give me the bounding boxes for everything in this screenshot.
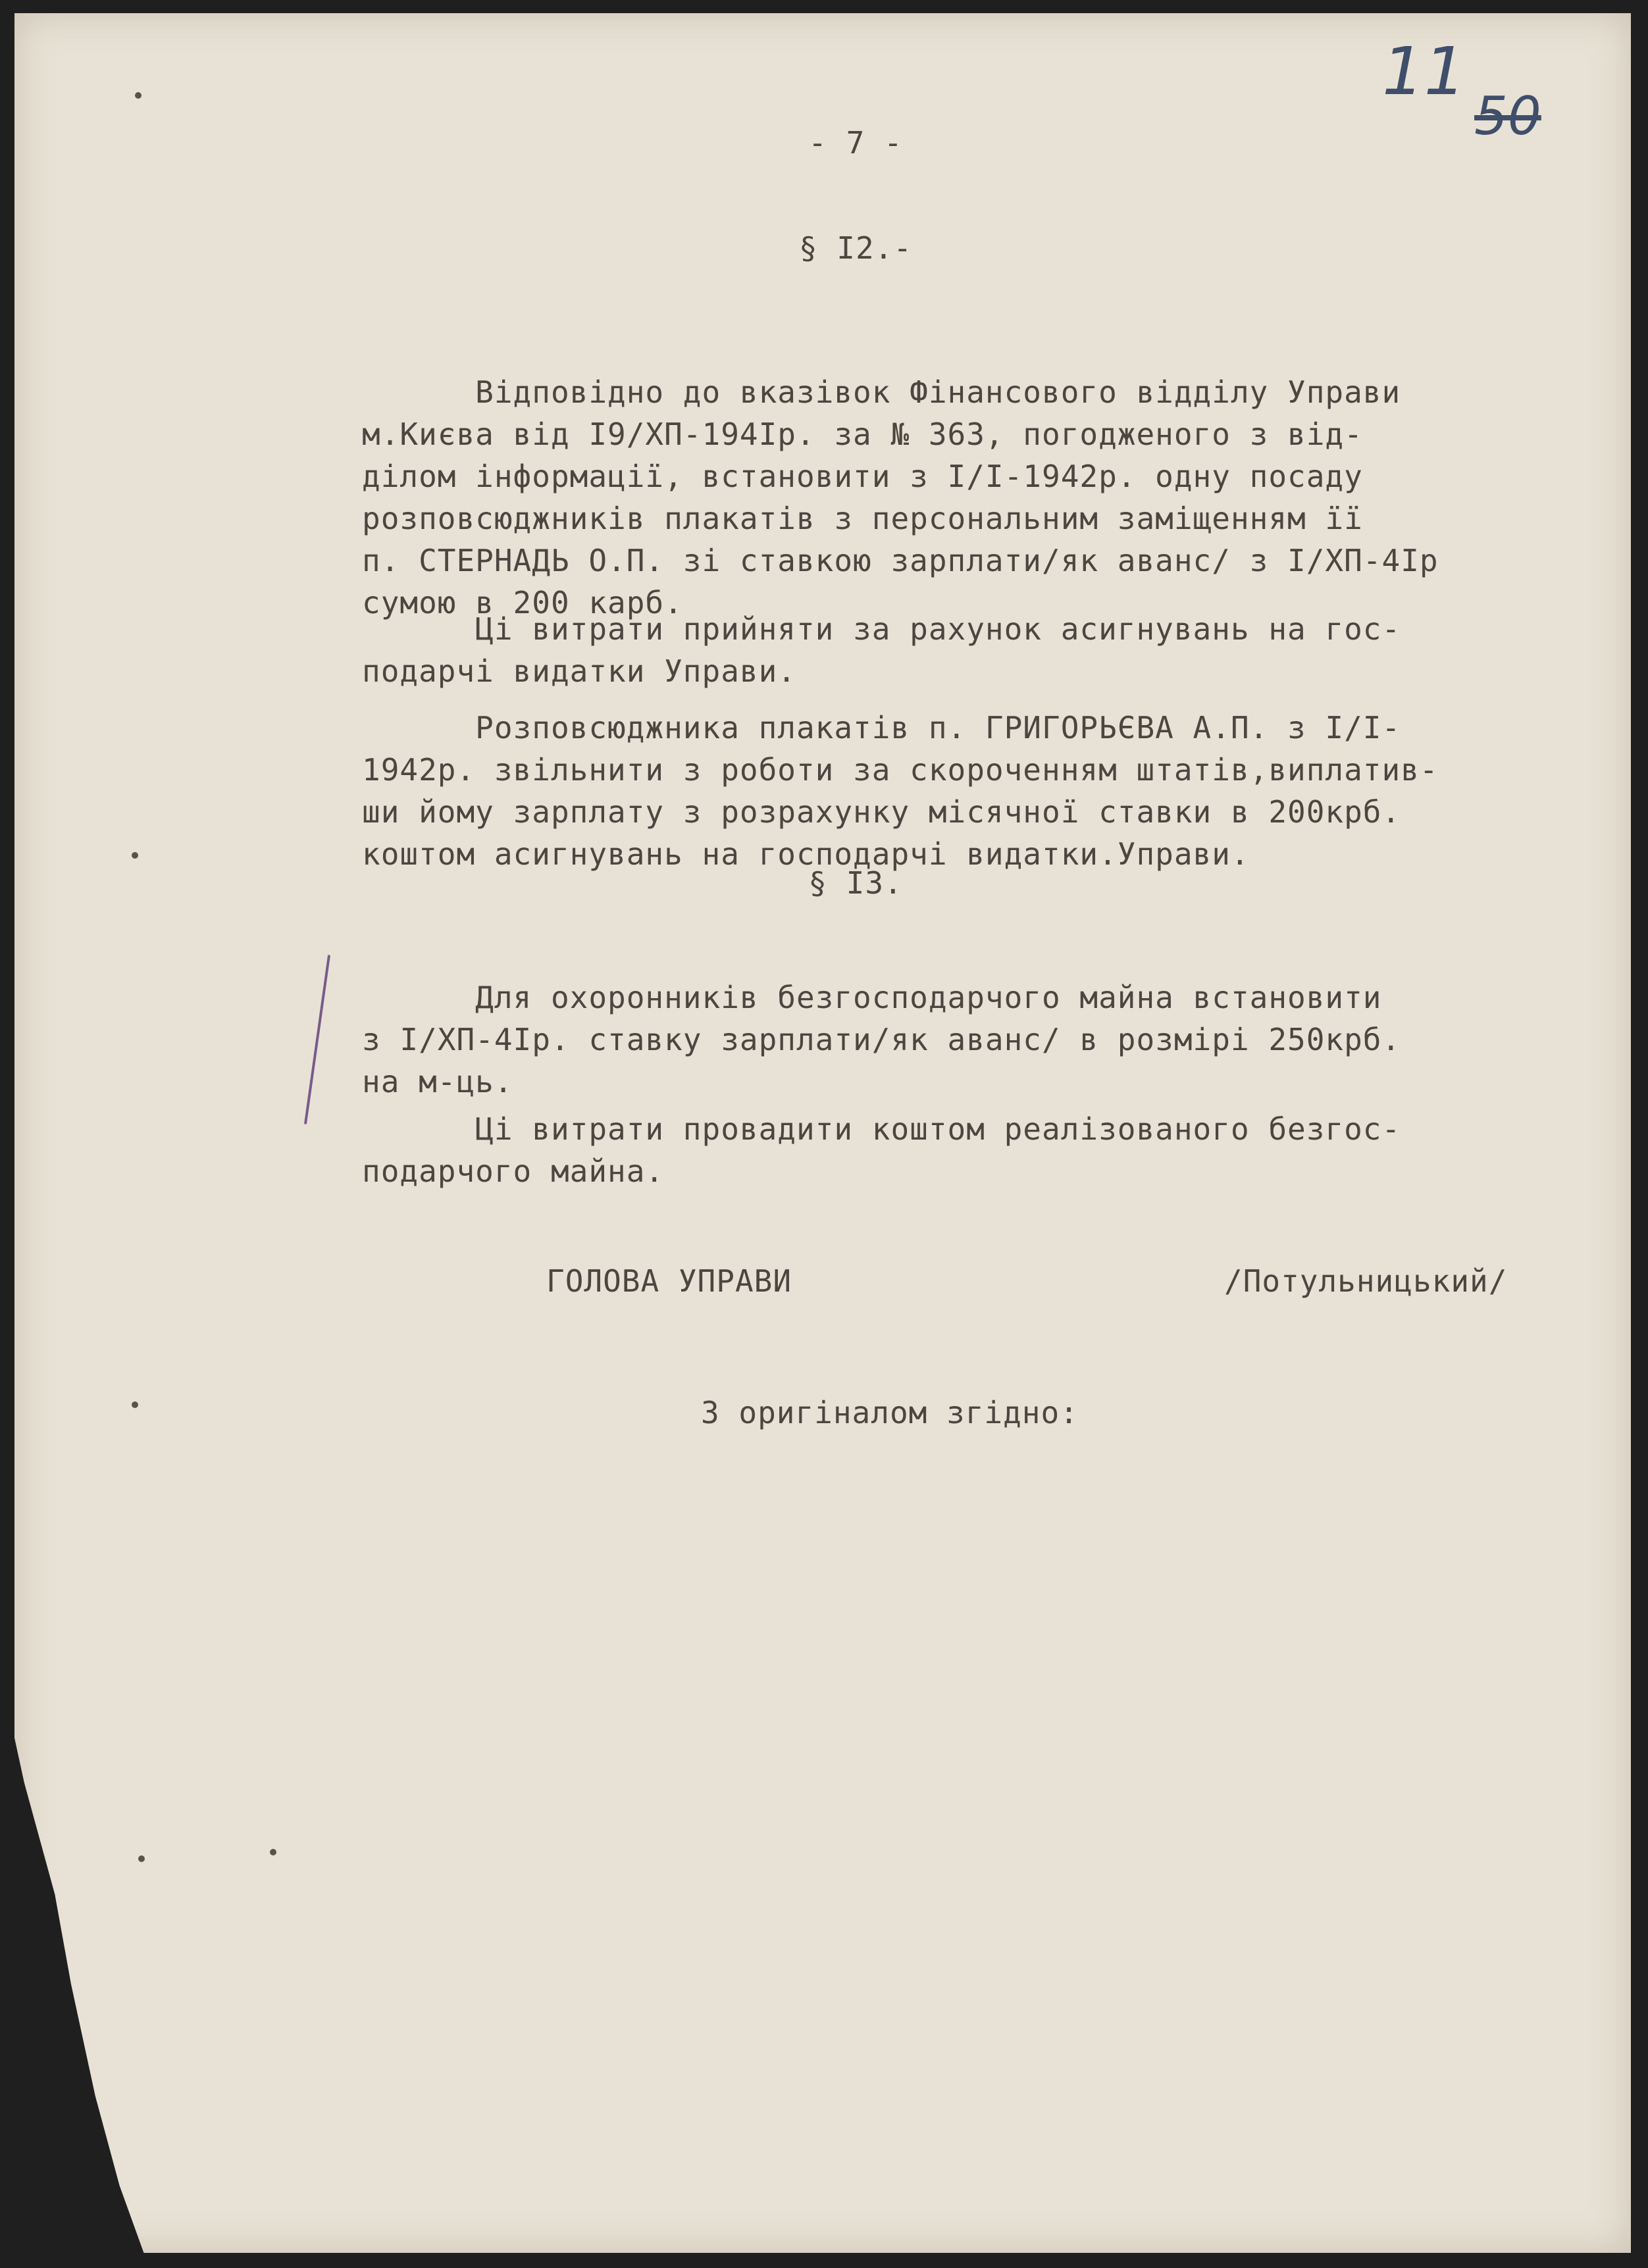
text-line: розповсюджників плакатів з персональним заміщенням її (362, 501, 1363, 536)
text-line: Для охоронників безгосподарчого майна встановити (362, 980, 1382, 1015)
text-line: ши йому зарплату з розрахунку місячної ставки в 200крб. (362, 794, 1401, 830)
text-line: подарчого майна. (362, 1153, 665, 1189)
text-line: Розповсюджника плакатів п. ГРИГОРЬЄВА А.П. з I/I- (362, 710, 1401, 745)
text-line: Відповідно до вказівок Фінансового відділу Управи (362, 374, 1401, 410)
text-line: ділом інформації, встановити з I/I-1942р. одну посаду (362, 459, 1363, 494)
certification-note: З оригіналом згідно: (701, 1395, 1079, 1430)
signature-title: ГОЛОВА УПРАВИ (546, 1263, 792, 1299)
text-line: на м-ць. (362, 1064, 513, 1099)
section-13-paragraph-2 (362, 1066, 1401, 1234)
text-line: Ці витрати провадити коштом реалізованого безгос- (362, 1111, 1401, 1147)
text-line: подарчі видатки Управи. (362, 653, 796, 689)
archive-old-sheet-number: 50 (1474, 86, 1541, 147)
page-number: - 7 - (808, 125, 903, 161)
section-13-heading: § I3. (808, 865, 903, 901)
text-line: Ці витрати прийняти за рахунок асигнувань на гос- (362, 611, 1401, 647)
section-12-heading: § I2.- (798, 230, 913, 266)
text-line: п. СТЕРНАДЬ О.П. зі ставкою зарплати/як аванс/ з I/XП-4Iр (362, 543, 1439, 578)
text-line: сумою в 200 карб. (362, 585, 683, 620)
text-line: 1942р. звільнити з роботи за скороченням штатів,виплатив- (362, 752, 1439, 788)
text-line: з I/XП-4Iр. ставку зарплати/як аванс/ в розмірі 250крб. (362, 1022, 1401, 1057)
signature-name: /Потульницький/ (1224, 1263, 1508, 1299)
archive-sheet-number: 11 (1382, 33, 1466, 110)
text-line: коштом асигнувань на господарчі видатки.Управи. (362, 836, 1250, 872)
text-line: м.Києва від I9/XП-194Iр. за № 363, погодженого з від- (362, 416, 1363, 452)
